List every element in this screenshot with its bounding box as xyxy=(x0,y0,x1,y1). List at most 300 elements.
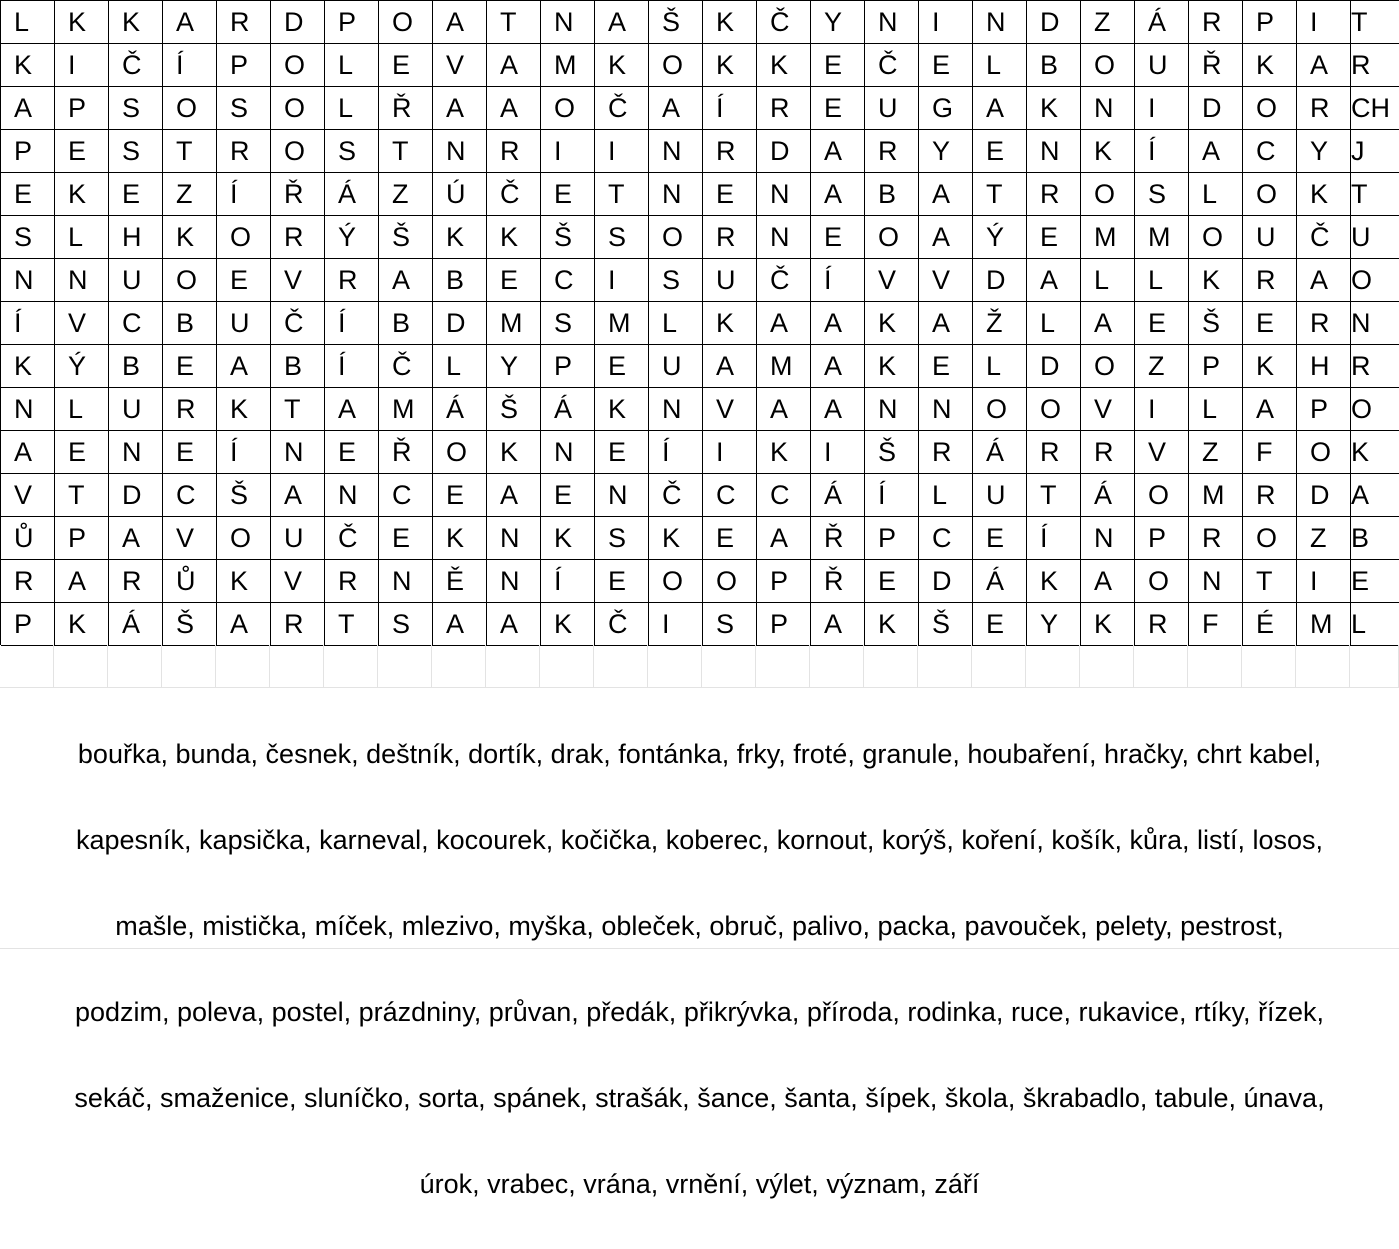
grid-cell[interactable]: N xyxy=(541,1,595,44)
grid-cell[interactable]: Í xyxy=(703,87,757,130)
grid-cell[interactable]: O xyxy=(433,431,487,474)
grid-cell[interactable]: Í xyxy=(865,474,919,517)
grid-cell[interactable]: É xyxy=(1243,603,1297,646)
grid-cell[interactable]: U xyxy=(109,388,163,431)
grid-cell[interactable]: R xyxy=(271,216,325,259)
grid-cell[interactable]: N xyxy=(1081,87,1135,130)
grid-cell[interactable]: V xyxy=(1,474,55,517)
grid-cell[interactable]: Ř xyxy=(1189,44,1243,87)
grid-cell[interactable]: L xyxy=(649,302,703,345)
grid-cell[interactable]: U xyxy=(865,87,919,130)
grid-cell[interactable]: N xyxy=(757,173,811,216)
grid-cell[interactable]: C xyxy=(757,474,811,517)
grid-cell[interactable]: Š xyxy=(865,431,919,474)
grid-cell[interactable]: Z xyxy=(1081,1,1135,44)
grid-cell[interactable]: E xyxy=(1027,216,1081,259)
grid-cell[interactable]: A xyxy=(1081,560,1135,603)
grid-cell[interactable]: M xyxy=(541,44,595,87)
grid-cell[interactable]: Š xyxy=(919,603,973,646)
grid-cell[interactable]: E xyxy=(595,560,649,603)
empty-cell[interactable] xyxy=(270,645,324,688)
grid-cell[interactable]: S xyxy=(1,216,55,259)
grid-cell[interactable]: O xyxy=(217,517,271,560)
empty-cell[interactable] xyxy=(162,645,216,688)
grid-cell[interactable]: O xyxy=(1081,173,1135,216)
grid-cell[interactable]: K xyxy=(865,345,919,388)
grid-cell[interactable]: E xyxy=(217,259,271,302)
grid-cell[interactable]: I xyxy=(541,130,595,173)
grid-cell[interactable]: Í xyxy=(325,345,379,388)
grid-cell[interactable]: K xyxy=(703,302,757,345)
grid-cell[interactable]: Š xyxy=(541,216,595,259)
grid-cell[interactable]: P xyxy=(1297,388,1351,431)
grid-cell[interactable]: N xyxy=(1351,302,1399,345)
grid-cell[interactable]: R xyxy=(1351,345,1399,388)
grid-cell[interactable]: D xyxy=(1189,87,1243,130)
grid-cell[interactable]: S xyxy=(541,302,595,345)
grid-cell[interactable]: E xyxy=(1135,302,1189,345)
grid-cell[interactable]: K xyxy=(1243,345,1297,388)
grid-cell[interactable]: P xyxy=(757,603,811,646)
grid-cell[interactable]: A xyxy=(757,517,811,560)
grid-cell[interactable]: A xyxy=(811,173,865,216)
empty-cell[interactable] xyxy=(918,645,972,688)
grid-cell[interactable]: R xyxy=(217,1,271,44)
grid-cell[interactable]: R xyxy=(1297,87,1351,130)
grid-cell[interactable]: U xyxy=(1135,44,1189,87)
grid-cell[interactable]: I xyxy=(649,603,703,646)
grid-cell[interactable]: K xyxy=(433,517,487,560)
grid-cell[interactable]: Z xyxy=(163,173,217,216)
grid-cell[interactable]: Č xyxy=(1297,216,1351,259)
grid-cell[interactable]: U xyxy=(217,302,271,345)
grid-cell[interactable]: T xyxy=(379,130,433,173)
grid-cell[interactable]: E xyxy=(973,130,1027,173)
grid-cell[interactable]: R xyxy=(271,603,325,646)
grid-cell[interactable]: K xyxy=(703,44,757,87)
grid-cell[interactable]: L xyxy=(1,1,55,44)
grid-cell[interactable]: O xyxy=(649,44,703,87)
grid-cell[interactable]: K xyxy=(1027,87,1081,130)
grid-cell[interactable]: N xyxy=(379,560,433,603)
empty-cell[interactable] xyxy=(540,645,594,688)
grid-cell[interactable]: L xyxy=(55,216,109,259)
grid-cell[interactable]: Ě xyxy=(433,560,487,603)
grid-cell[interactable]: D xyxy=(433,302,487,345)
grid-cell[interactable]: A xyxy=(649,87,703,130)
grid-cell[interactable]: P xyxy=(325,1,379,44)
grid-cell[interactable]: A xyxy=(325,388,379,431)
empty-cell[interactable] xyxy=(1188,645,1242,688)
grid-cell[interactable]: M xyxy=(1297,603,1351,646)
grid-cell[interactable]: Í xyxy=(163,44,217,87)
grid-cell[interactable]: O xyxy=(541,87,595,130)
empty-cell[interactable] xyxy=(432,645,486,688)
grid-cell[interactable]: Á xyxy=(1135,1,1189,44)
grid-cell[interactable]: Á xyxy=(109,603,163,646)
grid-cell[interactable]: A xyxy=(811,388,865,431)
empty-cell[interactable] xyxy=(864,645,918,688)
grid-cell[interactable]: R xyxy=(703,216,757,259)
empty-cell[interactable] xyxy=(1134,645,1188,688)
grid-cell[interactable]: K xyxy=(595,388,649,431)
grid-cell[interactable]: S xyxy=(1135,173,1189,216)
grid-cell[interactable]: Á xyxy=(811,474,865,517)
grid-cell[interactable]: Y xyxy=(811,1,865,44)
grid-cell[interactable]: E xyxy=(163,345,217,388)
grid-cell[interactable]: K xyxy=(1081,130,1135,173)
grid-cell[interactable]: E xyxy=(973,517,1027,560)
grid-cell[interactable]: U xyxy=(703,259,757,302)
grid-cell[interactable]: O xyxy=(1243,173,1297,216)
grid-cell[interactable]: A xyxy=(757,388,811,431)
grid-cell[interactable]: N xyxy=(1027,130,1081,173)
grid-cell[interactable]: O xyxy=(865,216,919,259)
grid-cell[interactable]: A xyxy=(1,431,55,474)
grid-cell[interactable]: A xyxy=(163,1,217,44)
grid-cell[interactable]: O xyxy=(271,44,325,87)
grid-cell[interactable]: Í xyxy=(217,173,271,216)
grid-cell[interactable]: E xyxy=(703,173,757,216)
grid-cell[interactable]: I xyxy=(811,431,865,474)
grid-cell[interactable]: T xyxy=(163,130,217,173)
grid-cell[interactable]: K xyxy=(217,560,271,603)
grid-cell[interactable]: O xyxy=(217,216,271,259)
grid-cell[interactable]: E xyxy=(55,431,109,474)
grid-cell[interactable]: S xyxy=(379,603,433,646)
grid-cell[interactable]: L xyxy=(1351,603,1399,646)
grid-cell[interactable]: A xyxy=(1351,474,1399,517)
grid-cell[interactable]: Š xyxy=(1189,302,1243,345)
empty-cell[interactable] xyxy=(216,645,270,688)
grid-cell[interactable]: Z xyxy=(1189,431,1243,474)
grid-cell[interactable]: O xyxy=(973,388,1027,431)
grid-cell[interactable]: K xyxy=(433,216,487,259)
grid-cell[interactable]: B xyxy=(865,173,919,216)
grid-cell[interactable]: E xyxy=(379,517,433,560)
empty-cell[interactable] xyxy=(378,645,432,688)
grid-cell[interactable]: E xyxy=(919,345,973,388)
empty-cell[interactable] xyxy=(756,645,810,688)
grid-cell[interactable]: N xyxy=(1,388,55,431)
grid-cell[interactable]: Ý xyxy=(325,216,379,259)
grid-cell[interactable]: I xyxy=(1297,560,1351,603)
grid-cell[interactable]: S xyxy=(649,259,703,302)
grid-cell[interactable]: Ý xyxy=(973,216,1027,259)
grid-cell[interactable]: A xyxy=(919,302,973,345)
grid-cell[interactable]: A xyxy=(109,517,163,560)
grid-cell[interactable]: K xyxy=(1189,259,1243,302)
grid-cell[interactable]: R xyxy=(325,259,379,302)
grid-cell[interactable]: M xyxy=(487,302,541,345)
grid-cell[interactable]: A xyxy=(433,603,487,646)
grid-cell[interactable]: U xyxy=(649,345,703,388)
grid-cell[interactable]: P xyxy=(865,517,919,560)
grid-cell[interactable]: R xyxy=(1243,474,1297,517)
grid-cell[interactable]: P xyxy=(1,603,55,646)
grid-cell[interactable]: Ř xyxy=(811,517,865,560)
grid-cell[interactable]: R xyxy=(325,560,379,603)
grid-cell[interactable]: L xyxy=(973,345,1027,388)
empty-cell[interactable] xyxy=(1080,645,1134,688)
grid-cell[interactable]: A xyxy=(1,87,55,130)
grid-cell[interactable]: V xyxy=(433,44,487,87)
grid-cell[interactable]: R xyxy=(1297,302,1351,345)
grid-cell[interactable]: A xyxy=(703,345,757,388)
grid-cell[interactable]: T xyxy=(487,1,541,44)
grid-cell[interactable]: Y xyxy=(1297,130,1351,173)
grid-cell[interactable]: E xyxy=(865,560,919,603)
grid-cell[interactable]: L xyxy=(973,44,1027,87)
grid-cell[interactable]: Í xyxy=(541,560,595,603)
grid-cell[interactable]: A xyxy=(487,44,541,87)
grid-cell[interactable]: K xyxy=(109,1,163,44)
grid-cell[interactable]: O xyxy=(1243,517,1297,560)
empty-cell[interactable] xyxy=(486,645,540,688)
grid-cell[interactable]: Š xyxy=(163,603,217,646)
grid-cell[interactable]: A xyxy=(1027,259,1081,302)
grid-cell[interactable]: Á xyxy=(973,560,1027,603)
grid-cell[interactable]: A xyxy=(55,560,109,603)
grid-cell[interactable]: D xyxy=(271,1,325,44)
grid-cell[interactable]: Č xyxy=(109,44,163,87)
grid-cell[interactable]: K xyxy=(541,517,595,560)
grid-cell[interactable]: A xyxy=(919,173,973,216)
grid-cell[interactable]: M xyxy=(1135,216,1189,259)
grid-cell[interactable]: Ú xyxy=(433,173,487,216)
grid-cell[interactable]: I xyxy=(595,130,649,173)
empty-cell[interactable] xyxy=(1296,645,1350,688)
empty-cell[interactable] xyxy=(594,645,648,688)
grid-cell[interactable]: E xyxy=(541,173,595,216)
grid-cell[interactable]: H xyxy=(109,216,163,259)
grid-cell[interactable]: O xyxy=(1297,431,1351,474)
grid-cell[interactable]: Ř xyxy=(379,431,433,474)
grid-cell[interactable]: E xyxy=(487,259,541,302)
empty-cell[interactable] xyxy=(54,645,108,688)
grid-cell[interactable]: E xyxy=(811,216,865,259)
grid-cell[interactable]: D xyxy=(1297,474,1351,517)
grid-cell[interactable]: U xyxy=(1243,216,1297,259)
grid-cell[interactable]: Z xyxy=(379,173,433,216)
grid-cell[interactable]: Č xyxy=(757,259,811,302)
grid-cell[interactable]: S xyxy=(217,87,271,130)
grid-cell[interactable]: N xyxy=(649,388,703,431)
grid-cell[interactable]: M xyxy=(1189,474,1243,517)
grid-cell[interactable]: A xyxy=(217,345,271,388)
grid-cell[interactable]: Č xyxy=(487,173,541,216)
grid-cell[interactable]: Č xyxy=(271,302,325,345)
grid-cell[interactable]: A xyxy=(919,216,973,259)
grid-cell[interactable]: N xyxy=(433,130,487,173)
grid-cell[interactable]: V xyxy=(55,302,109,345)
grid-cell[interactable]: Č xyxy=(379,345,433,388)
grid-cell[interactable]: L xyxy=(55,388,109,431)
grid-cell[interactable]: Š xyxy=(217,474,271,517)
grid-cell[interactable]: Á xyxy=(325,173,379,216)
empty-cell[interactable] xyxy=(108,645,162,688)
grid-cell[interactable]: V xyxy=(1081,388,1135,431)
grid-cell[interactable]: A xyxy=(1297,259,1351,302)
grid-cell[interactable]: A xyxy=(487,603,541,646)
grid-cell[interactable]: L xyxy=(1189,173,1243,216)
grid-cell[interactable]: H xyxy=(1297,345,1351,388)
grid-cell[interactable]: C xyxy=(379,474,433,517)
grid-cell[interactable]: O xyxy=(1189,216,1243,259)
grid-cell[interactable]: K xyxy=(487,216,541,259)
grid-cell[interactable]: O xyxy=(163,259,217,302)
grid-cell[interactable]: Š xyxy=(649,1,703,44)
grid-cell[interactable]: I xyxy=(1135,388,1189,431)
grid-cell[interactable]: B xyxy=(1027,44,1081,87)
grid-cell[interactable]: L xyxy=(325,87,379,130)
grid-cell[interactable]: Ř xyxy=(811,560,865,603)
grid-cell[interactable]: O xyxy=(649,560,703,603)
grid-cell[interactable]: O xyxy=(271,130,325,173)
grid-cell[interactable]: E xyxy=(433,474,487,517)
grid-cell[interactable]: A xyxy=(811,603,865,646)
grid-cell[interactable]: Á xyxy=(433,388,487,431)
grid-cell[interactable]: D xyxy=(919,560,973,603)
grid-cell[interactable]: V xyxy=(865,259,919,302)
grid-cell[interactable]: C xyxy=(163,474,217,517)
grid-cell[interactable]: L xyxy=(919,474,973,517)
grid-cell[interactable]: E xyxy=(325,431,379,474)
grid-cell[interactable]: A xyxy=(1243,388,1297,431)
grid-cell[interactable]: D xyxy=(973,259,1027,302)
grid-cell[interactable]: A xyxy=(1081,302,1135,345)
grid-cell[interactable]: R xyxy=(1189,1,1243,44)
grid-cell[interactable]: O xyxy=(163,87,217,130)
grid-cell[interactable]: B xyxy=(1351,517,1399,560)
grid-cell[interactable]: N xyxy=(1,259,55,302)
grid-cell[interactable]: Š xyxy=(379,216,433,259)
grid-cell[interactable]: R xyxy=(1081,431,1135,474)
grid-cell[interactable]: K xyxy=(1297,173,1351,216)
grid-cell[interactable]: Á xyxy=(541,388,595,431)
grid-cell[interactable]: Í xyxy=(1,302,55,345)
grid-cell[interactable]: M xyxy=(379,388,433,431)
grid-cell[interactable]: K xyxy=(487,431,541,474)
grid-cell[interactable]: L xyxy=(1135,259,1189,302)
grid-cell[interactable]: Í xyxy=(217,431,271,474)
grid-cell[interactable]: N xyxy=(55,259,109,302)
grid-cell[interactable]: Č xyxy=(595,87,649,130)
grid-cell[interactable]: N xyxy=(919,388,973,431)
grid-cell[interactable]: B xyxy=(433,259,487,302)
grid-cell[interactable]: A xyxy=(811,345,865,388)
grid-cell[interactable]: Ž xyxy=(973,302,1027,345)
grid-cell[interactable]: Á xyxy=(973,431,1027,474)
grid-cell[interactable]: A xyxy=(487,474,541,517)
grid-cell[interactable]: Z xyxy=(1297,517,1351,560)
grid-cell[interactable]: S xyxy=(109,87,163,130)
grid-cell[interactable]: CH xyxy=(1351,87,1399,130)
grid-cell[interactable]: T xyxy=(55,474,109,517)
grid-cell[interactable]: L xyxy=(1081,259,1135,302)
grid-cell[interactable]: P xyxy=(1189,345,1243,388)
grid-cell[interactable]: Ů xyxy=(1,517,55,560)
grid-cell[interactable]: O xyxy=(1135,474,1189,517)
grid-cell[interactable]: J xyxy=(1351,130,1399,173)
grid-cell[interactable]: E xyxy=(919,44,973,87)
grid-cell[interactable]: I xyxy=(55,44,109,87)
grid-cell[interactable]: I xyxy=(703,431,757,474)
grid-cell[interactable]: U xyxy=(973,474,1027,517)
grid-cell[interactable]: V xyxy=(703,388,757,431)
grid-cell[interactable]: M xyxy=(757,345,811,388)
grid-cell[interactable]: V xyxy=(919,259,973,302)
grid-cell[interactable]: R xyxy=(109,560,163,603)
grid-cell[interactable]: E xyxy=(1243,302,1297,345)
grid-cell[interactable]: C xyxy=(703,474,757,517)
grid-cell[interactable]: A xyxy=(217,603,271,646)
grid-cell[interactable]: D xyxy=(1027,1,1081,44)
grid-cell[interactable]: K xyxy=(703,1,757,44)
grid-cell[interactable]: V xyxy=(1135,431,1189,474)
grid-cell[interactable]: E xyxy=(703,517,757,560)
grid-cell[interactable]: A xyxy=(811,302,865,345)
grid-cell[interactable]: S xyxy=(109,130,163,173)
empty-cell[interactable] xyxy=(810,645,864,688)
grid-cell[interactable]: I xyxy=(919,1,973,44)
empty-cell[interactable] xyxy=(1026,645,1080,688)
grid-cell[interactable]: R xyxy=(1027,431,1081,474)
grid-cell[interactable]: N xyxy=(595,474,649,517)
grid-cell[interactable]: D xyxy=(1027,345,1081,388)
grid-cell[interactable]: Y xyxy=(919,130,973,173)
grid-cell[interactable]: K xyxy=(865,302,919,345)
grid-cell[interactable]: K xyxy=(757,431,811,474)
grid-cell[interactable]: Č xyxy=(865,44,919,87)
grid-cell[interactable]: P xyxy=(217,44,271,87)
grid-cell[interactable]: P xyxy=(757,560,811,603)
grid-cell[interactable]: N xyxy=(1189,560,1243,603)
grid-cell[interactable]: Í xyxy=(649,431,703,474)
grid-cell[interactable]: V xyxy=(163,517,217,560)
grid-cell[interactable]: Í xyxy=(811,259,865,302)
grid-cell[interactable]: S xyxy=(595,517,649,560)
grid-cell[interactable]: U xyxy=(1351,216,1399,259)
grid-cell[interactable]: Č xyxy=(649,474,703,517)
grid-cell[interactable]: Č xyxy=(757,1,811,44)
grid-cell[interactable]: O xyxy=(703,560,757,603)
grid-cell[interactable]: K xyxy=(649,517,703,560)
grid-cell[interactable]: E xyxy=(379,44,433,87)
grid-cell[interactable]: N xyxy=(1081,517,1135,560)
grid-cell[interactable]: A xyxy=(973,87,1027,130)
grid-cell[interactable]: C xyxy=(541,259,595,302)
grid-cell[interactable]: T xyxy=(1351,1,1399,44)
grid-cell[interactable]: L xyxy=(1027,302,1081,345)
grid-cell[interactable]: E xyxy=(595,431,649,474)
empty-cell[interactable] xyxy=(1242,645,1296,688)
grid-cell[interactable]: R xyxy=(919,431,973,474)
grid-cell[interactable]: A xyxy=(433,1,487,44)
grid-cell[interactable]: R xyxy=(1027,173,1081,216)
grid-cell[interactable]: K xyxy=(55,1,109,44)
grid-cell[interactable]: N xyxy=(865,1,919,44)
grid-cell[interactable]: S xyxy=(325,130,379,173)
grid-cell[interactable]: N xyxy=(487,517,541,560)
grid-cell[interactable]: O xyxy=(649,216,703,259)
grid-cell[interactable]: K xyxy=(55,173,109,216)
grid-cell[interactable]: R xyxy=(1243,259,1297,302)
grid-cell[interactable]: T xyxy=(973,173,1027,216)
grid-cell[interactable]: C xyxy=(1243,130,1297,173)
grid-cell[interactable]: U xyxy=(109,259,163,302)
empty-cell[interactable] xyxy=(324,645,378,688)
